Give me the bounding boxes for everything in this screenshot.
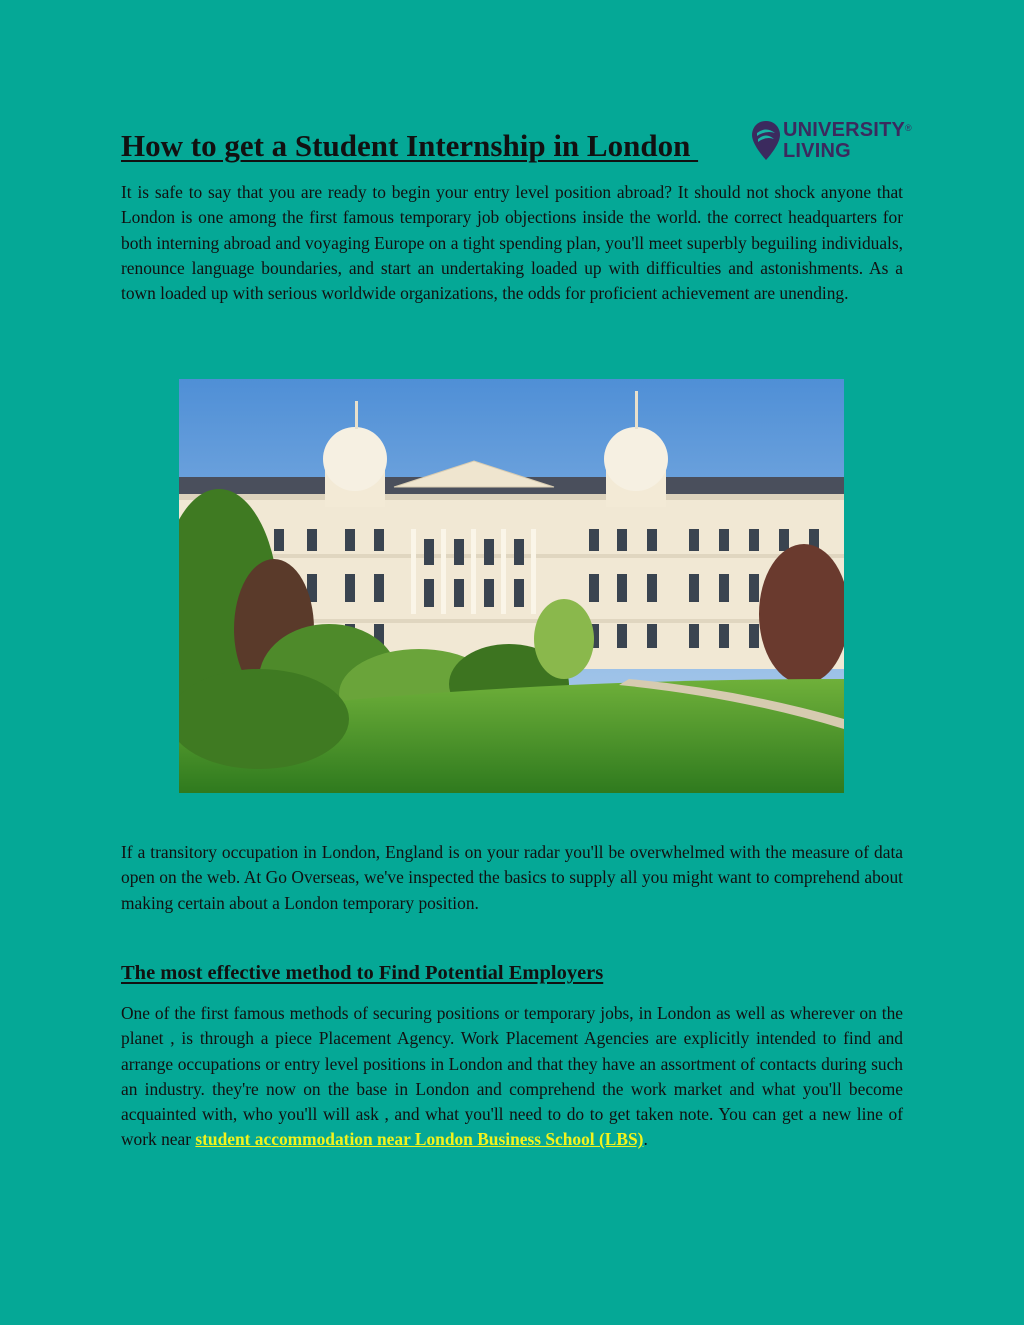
map-pin-icon	[751, 118, 781, 164]
intro-paragraph: It is safe to say that you are ready to begin your entry level position abroad? It should not shock anyone that London is one among the first famous temporary job objections inside the world. the correct headquarters for both interning abroad and voyaging Europe on a tight spending plan, you'll meet superbly beguiling individuals, renounce language boundaries, and start an undertaking loaded up with difficulties and astonishments. As a town loaded up with serious worldwide organizations, the odds for proficient achievement are unending.	[121, 182, 903, 304]
title-row	[121, 118, 912, 168]
third-paragraph	[121, 1001, 903, 1153]
london-business-school-photo	[179, 379, 844, 793]
logo-registered-mark: ®	[905, 123, 912, 133]
student-accommodation-link[interactable]: student accommodation near London Business School (LBS)	[195, 1129, 644, 1150]
page-title: How to get a Student Internship in London	[121, 128, 699, 163]
university-living-logo	[751, 118, 911, 164]
second-paragraph: If a transitory occupation in London, England is on your radar you'll be overwhelmed with the measure of data open on the web. At Go Overseas, we've inspected the basics to supply all you might want to comprehend about making certain about a London temporary position.	[121, 842, 903, 913]
logo-line-2: LIVING	[783, 140, 851, 162]
trailing-period: .	[643, 1129, 648, 1150]
third-paragraph-text: One of the first famous methods of securing positions or temporary jobs, in London as well as wherever on the planet , is through a piece Placement Agency. Work Placement Agencies are explicitly intended to find and arrange occupations or entry level positions in London and that they have an assortment of contacts during such an industry. they're now on the base in London and comprehend the work market and what you'll become acquainted with, who you'll will ask , and what you'll need to do to get taken note. You can get a new line of work near	[121, 1003, 903, 1150]
section-heading: The most effective method to Find Potential Employers	[121, 962, 604, 984]
logo-line-1: UNIVERSITY	[783, 119, 906, 141]
building-illustration	[179, 379, 844, 793]
